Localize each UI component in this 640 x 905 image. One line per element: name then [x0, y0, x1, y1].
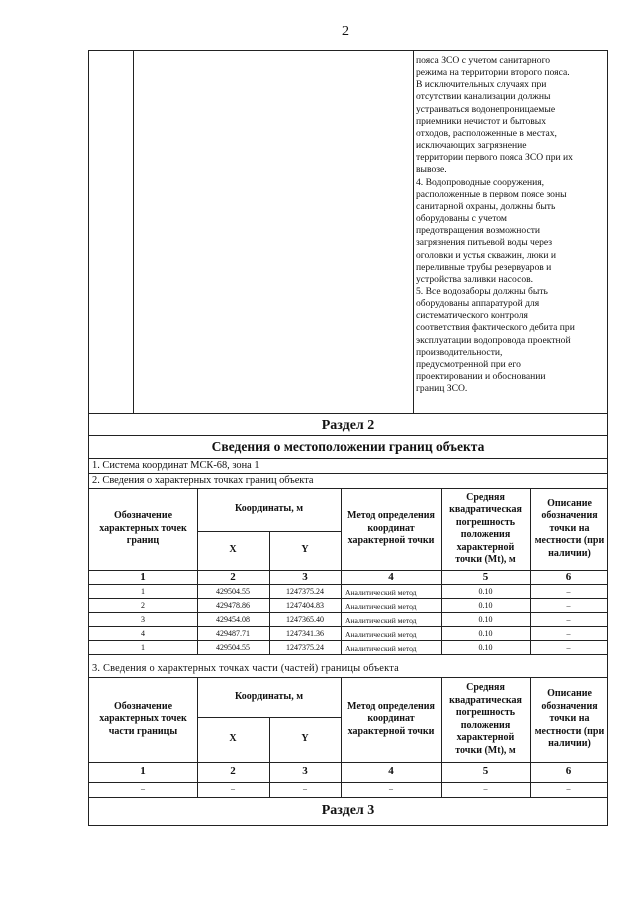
- column-number: 4: [388, 571, 394, 583]
- x-cell: –: [231, 784, 235, 793]
- section-2-title: Раздел 2: [321, 418, 375, 433]
- page-number: 2: [342, 24, 349, 39]
- accuracy-cell: 0.10: [478, 615, 493, 624]
- header-method: Метод определения координат характерной точки: [347, 510, 435, 547]
- y-cell: –: [303, 784, 307, 793]
- table2-title: 3. Сведения о характерных точках части (частей) границы объекта: [92, 663, 399, 674]
- accuracy-cell: 0.10: [478, 629, 493, 638]
- header-coordinates: Координаты, м: [234, 503, 304, 515]
- column-number: 2: [230, 571, 236, 583]
- description-cell: –: [566, 643, 571, 652]
- point-cell: 1: [141, 643, 145, 652]
- point-cell: 1: [141, 587, 145, 596]
- method-cell: Аналитический метод: [345, 630, 417, 639]
- y-cell: 1247375.24: [286, 587, 324, 596]
- section-2-subtitle: Сведения о местоположении границ объекта: [211, 439, 485, 454]
- column-number: 3: [302, 765, 308, 777]
- coordinate-system: 1. Система координат МСК-68, зона 1: [92, 460, 260, 471]
- header-x: X: [229, 544, 237, 556]
- column-number: 2: [230, 765, 236, 777]
- description-cell: –: [566, 615, 571, 624]
- description-cell: –: [566, 784, 571, 793]
- header-accuracy: Средняя квадратическая погрешность положения характерной точки (Mt), м: [449, 491, 522, 565]
- column-number: 6: [565, 765, 572, 777]
- header-description: Описание обозначения точки на местности (при наличии): [534, 688, 605, 750]
- header-y: Y: [301, 733, 309, 745]
- description-cell: –: [566, 601, 571, 610]
- column-number: 1: [140, 765, 146, 777]
- header-point: Обозначение характерных точек части границы: [99, 700, 187, 737]
- divider: [413, 51, 414, 413]
- accuracy-cell: 0.10: [478, 587, 493, 596]
- y-cell: 1247365.40: [286, 615, 324, 624]
- header-coordinates: Координаты, м: [234, 690, 304, 702]
- column-number: 6: [565, 571, 572, 583]
- y-cell: 1247375.24: [286, 643, 324, 652]
- x-cell: 429504.55: [216, 587, 250, 596]
- method-cell: Аналитический метод: [345, 644, 417, 653]
- x-cell: 429504.55: [216, 643, 250, 652]
- description-cell: –: [566, 587, 571, 596]
- accuracy-cell: 0.10: [478, 601, 493, 610]
- point-cell: –: [141, 784, 145, 793]
- method-cell: –: [389, 784, 393, 793]
- point-cell: 3: [141, 615, 145, 624]
- table1-title: 2. Сведения о характерных точках границ объекта: [92, 475, 314, 486]
- x-cell: 429487.71: [216, 629, 250, 638]
- point-cell: 4: [141, 629, 145, 638]
- method-cell: Аналитический метод: [345, 602, 417, 611]
- x-cell: 429478.86: [216, 601, 250, 610]
- header-y: Y: [301, 544, 309, 556]
- header-method: Метод определения координат характерной точки: [347, 700, 435, 737]
- y-cell: 1247404.83: [286, 601, 324, 610]
- accuracy-cell: 0.10: [478, 643, 493, 652]
- column-number: 5: [482, 765, 489, 777]
- column-number: 5: [482, 571, 489, 583]
- header-x: X: [229, 733, 237, 745]
- x-cell: 429454.08: [216, 615, 250, 624]
- column-number: 4: [388, 765, 394, 777]
- document-table: [88, 50, 608, 826]
- method-cell: Аналитический метод: [345, 588, 417, 597]
- column-number: 3: [302, 571, 308, 583]
- divider: [133, 51, 134, 413]
- column-number: 1: [140, 571, 146, 583]
- accuracy-cell: –: [483, 784, 488, 793]
- y-cell: 1247341.36: [286, 629, 324, 638]
- header-point: Обозначение характерных точек границ: [99, 510, 187, 547]
- point-cell: 2: [141, 601, 145, 610]
- description-cell: –: [566, 629, 571, 638]
- method-cell: Аналитический метод: [345, 616, 417, 625]
- section-3-title: Раздел 3: [321, 803, 375, 818]
- header-description: Описание обозначения точки на местности (при наличии): [534, 497, 605, 559]
- requirements-text: пояса ЗСО с учетом санитарного режима на территории второго пояса. В исключительных случаях при отсутствии канализации должны устраиваться водонепроницаемые приемники нечистот и бытовых отходов, расположенные в местах, исключающих загрязнение территории первого пояса ЗСО при их вывозе. 4. Водопроводные сооружения, расположенные в первом поясе зоны санитарной охраны, должны быть оборудованы с учетом предотвращения возможности загрязнения питьевой воды через оголовки и устья скважин, люки и переливные трубы резервуаров и устройства заливки насосов. 5. Все водозаборы должны быть оборудованы аппаратурой для систематического контроля соответствия фактического дебита при эксплуатации водопровода проектной производительности, предусмотренной при его проектировании и обосновании границ ЗСО.: [416, 55, 575, 395]
- header-accuracy: Средняя квадратическая погрешность положения характерной точки (Mt), м: [449, 682, 522, 756]
